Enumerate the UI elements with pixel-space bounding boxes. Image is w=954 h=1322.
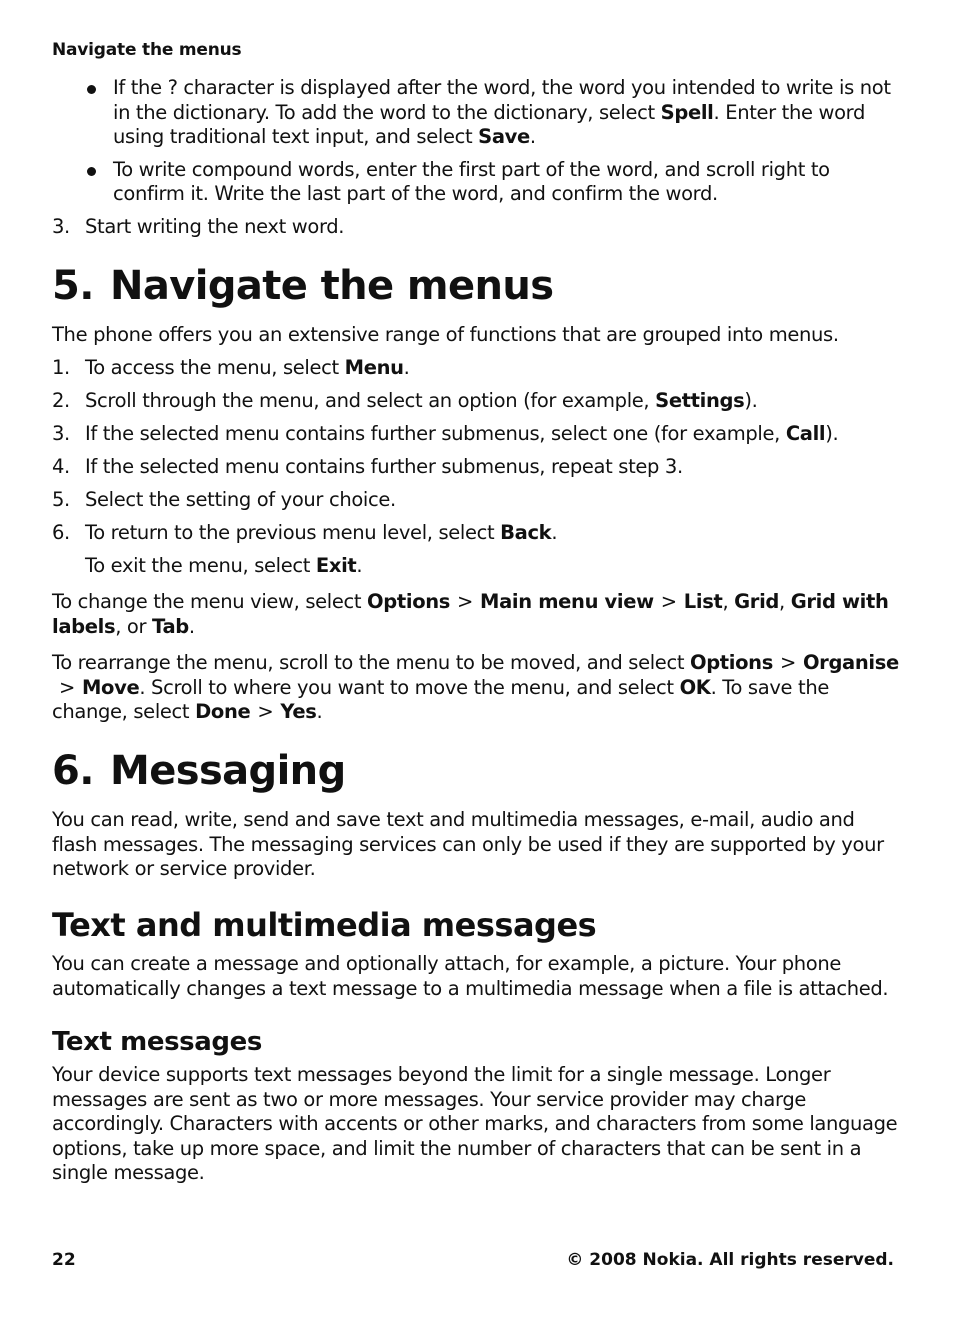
subsection-text: Your device supports text messages beyond the limit for a single message. Longer messages are sent as two or more messages. Your service provider may charge accordingly. Characters with accents or other marks, and characters from some language options, take up more space, and limit the number of characters that can be sent in a single message. <box>52 1063 898 1184</box>
bullet-list <box>52 76 902 215</box>
subsection-heading: Text and multimedia messages <box>52 906 597 944</box>
list-item: 2. Scroll through the menu, and select an option (for example, Settings). <box>52 389 758 412</box>
rearrange-paragraph: To rearrange the menu, scroll to the menu to be moved, and select Options > Organise> Move. Scroll to where you want to move the menu, and select OK. To save the change, select Done > Yes. <box>52 651 899 723</box>
list-item: 3. Start writing the next word. <box>52 215 345 238</box>
steps-list <box>52 356 902 587</box>
subsection-text: You can create a message and optionally attach, for example, a picture. Your phone automatically changes a text message to a multimedia message when a file is attached. <box>52 952 889 1000</box>
bullet-dot-icon <box>87 167 96 176</box>
list-item: 4. If the selected menu contains further submenus, repeat step 3. <box>52 455 683 478</box>
bullet-dot-icon <box>87 85 96 94</box>
list-item: If the ? character is displayed after the word, the word you intended to write is not in the dictionary. To add the word to the dictionary, select Spell. Enter the word using traditional text input, and select Save. <box>52 76 902 150</box>
page-footer <box>52 1250 894 1270</box>
step-note: To exit the menu, select Exit. <box>85 554 363 577</box>
page-number: 22 <box>52 1250 76 1270</box>
section-intro: You can read, write, send and save text and multimedia messages, e-mail, audio and flash messages. The messaging services can only be used if they are supported by your network or service provider. <box>52 808 884 880</box>
list-item: 1. To access the menu, select Menu. <box>52 356 410 379</box>
section-intro: The phone offers you an extensive range of functions that are grouped into menus. <box>52 323 839 346</box>
section-heading: 5. Navigate the menus <box>52 263 554 309</box>
menu-view-paragraph: To change the menu view, select Options > Main menu view > List, Grid, Grid with labels, or Tab. <box>52 590 889 638</box>
list-item: 3. If the selected menu contains further submenus, select one (for example, Call). <box>52 422 839 445</box>
copyright-notice: © 2008 Nokia. All rights reserved. <box>566 1250 894 1270</box>
list-item: 5. Select the setting of your choice. <box>52 488 396 511</box>
subsection-heading: Text messages <box>52 1027 262 1057</box>
list-item: To write compound words, enter the first part of the word, and scroll right to confirm it. Write the last part of the word, and confirm the word. <box>52 158 902 207</box>
section-heading: 6. Messaging <box>52 748 346 794</box>
list-item: 6. To return to the previous menu level, select Back. <box>52 521 558 544</box>
running-header: Navigate the menus <box>52 40 242 60</box>
